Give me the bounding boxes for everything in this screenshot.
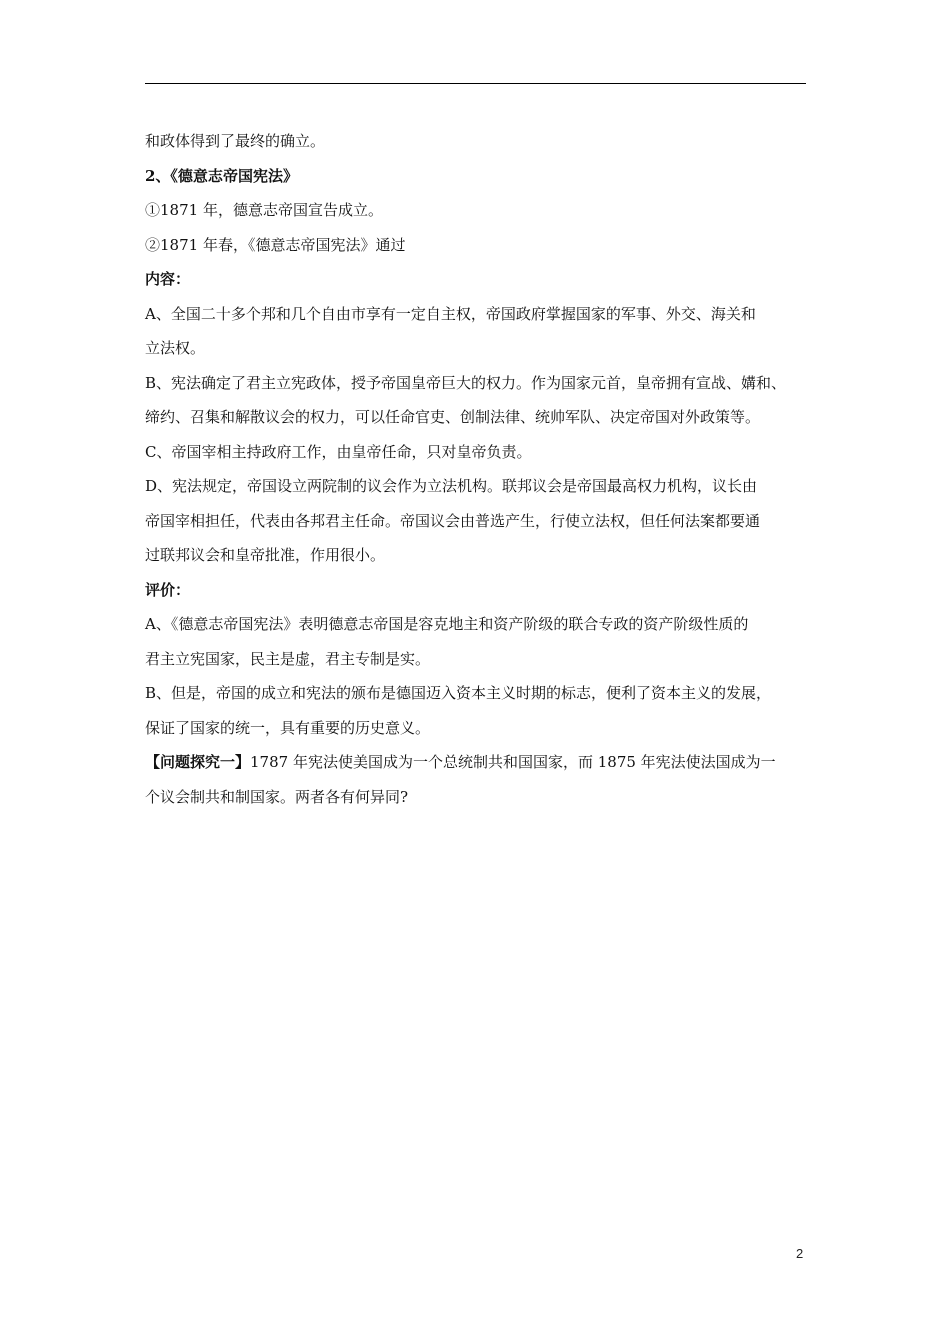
question-line — [145, 745, 813, 780]
question-text: 1787 年宪法使美国成为一个总统制共和国国家，而 1875 年宪法使法国成为一 — [250, 753, 776, 771]
paragraph-line: ①1871 年，德意志帝国宣告成立。 — [145, 201, 383, 219]
paragraph-line: A、《德意志帝国宪法》表明德意志帝国是容克地主和资产阶级的联合专政的资产阶级性质的 — [145, 615, 749, 633]
paragraph-line: B、但是，帝国的成立和宪法的颁布是德国迈入资本主义时期的标志，便利了资本主义的发展， — [145, 684, 772, 702]
paragraph-line: 保证了国家的统一，具有重要的历史意义。 — [145, 718, 431, 737]
paragraph-line: A、全国二十多个邦和几个自由市享有一定自主权，帝国政府掌握国家的军事、外交、海关和 — [145, 304, 756, 323]
paragraph-line: 缔约、召集和解散议会的权力，可以任命官吏、创制法律、统帅军队、决定帝国对外政策等。 — [145, 408, 761, 426]
question-label: 【问题探究一】 — [145, 753, 251, 771]
section-heading: 2、《德意志帝国宪法》 — [145, 166, 298, 185]
paragraph-line: D、宪法规定，帝国设立两院制的议会作为立法机构。联邦议会是帝国最高权力机构，议长由 — [145, 477, 758, 495]
paragraph-line: C、帝国宰相主持政府工作，由皇帝任命，只对皇帝负责。 — [145, 442, 532, 461]
paragraph-line: B、宪法确定了君主立宪政体，授予帝国皇帝巨大的权力。作为国家元首，皇帝拥有宣战、媾和、 — [145, 373, 787, 392]
subheading-content: 内容： — [145, 270, 191, 288]
paragraph-line: 帝国宰相担任，代表由各邦君主任命。帝国议会由普选产生，行使立法权，但任何法案都要通 — [145, 511, 761, 530]
subheading-evaluation: 评价： — [145, 580, 191, 599]
paragraph-line: 个议会制共和制国家。两者各有何异同? — [145, 787, 409, 806]
paragraph-line: ②1871 年春，《德意志帝国宪法》通过 — [145, 235, 406, 254]
page-number: 2 — [796, 1246, 804, 1261]
header-rule — [145, 83, 806, 84]
paragraph-line: 和政体得到了最终的确立。 — [145, 132, 326, 150]
paragraph-line: 立法权。 — [145, 339, 206, 357]
paragraph-line: 君主立宪国家，民主是虚，君主专制是实。 — [145, 649, 431, 668]
paragraph-line: 过联邦议会和皇帝批准，作用很小。 — [145, 546, 386, 564]
document-body — [145, 124, 813, 814]
